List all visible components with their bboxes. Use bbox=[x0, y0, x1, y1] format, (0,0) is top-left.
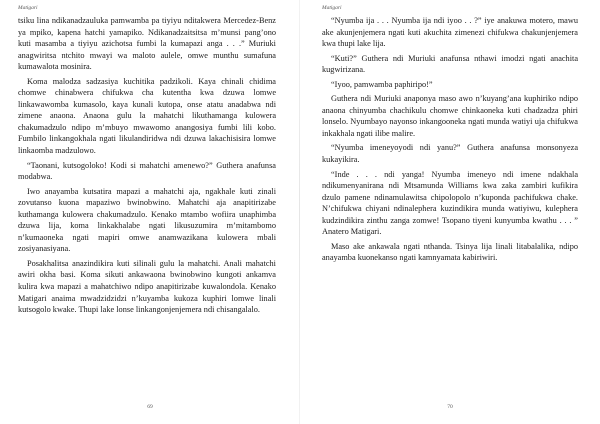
right-page bbox=[300, 0, 600, 424]
paragraph: “Nyumba ija . . . Nyumba ija ndi iyoo . . ?” iye anakuwa moterο, mawu ake akunjenjemera ngati kuti akuchita zimenezi chifukwa chakunjenjemera kwa thupi lake lija. bbox=[322, 16, 578, 49]
paragraph: Iwo anayamba kutsatira mapazi a mahatchi aja, ngakhale kuti zinali zovutanso kuona mapaziwo bwinobwino. Mahatchi aja anapitirizabe kuthamanga kulowera chakumadzulo. Kenako mtambo wofiira unaphimba dzuwa lija, koma linkakhalabe ngati likusuzumira m’mitambomo n’kumaoneka ngati mapiri omwe anamwazikana kulowera mbali zosiyanasiyana. bbox=[18, 186, 276, 254]
paragraph: “Inde . . . ndi yanga! Nyumba imeneyo ndi imene ndakhala ndikumenyanirana ndi Mtsamunda Williams kwa zaka zambiri kufikira dzulo pamene ndinamulawitsa chipolopolo n’kuponda pachifukwa chake. N’chifukwa chiyani ndinalephera kuzindikira munda watiyiwu, kulephera kudzindikira zinthu zanga zomwe! Tsopano tiyeni kunyumba kwathu . . . ” Anatero Matigari. bbox=[322, 169, 578, 237]
paragraph: Guthera ndi Muriuki anaponya maso awo n’kuyang’ana kuphiriko ndipo anaona chinyumba chachikulu chomwe chinkaoneka kuti chadzadza phiri lonselo. Nyumbayo nayonso inkangooneka ngati munda watiyi uja chifukwa inkakhala ngati ilibe malire. bbox=[322, 94, 578, 138]
paragraph: “Taonani, kutsogoloko! Kodi si mahatchi amenewo?” Guthera anafunsa modabwa. bbox=[18, 160, 276, 182]
paragraph: “Nyumba imeneyoyodi ndi yanu?” Guthera anafunsa monsonyeza kukayikira. bbox=[322, 143, 578, 165]
paragraph: tsiku lina ndikanadzauluka pamwamba pa tiyiyu nditakwera Mercedez-Benz ya mpiko, kapena hatchi yamapiko. Ndikanadzaitsitsa m’munsi pang’ono kuti masamba a tiyiyu azichotsa fumbi la kumapazi anga . . .” Muriuki anagwiritsa ntchito mwayi wa maloto aulele, omwe munthu sumafuna kumawalota mosinira. bbox=[18, 16, 276, 72]
paragraph: Posakhalitsa anazindikira kuti silinali gulu la mahatchi. Anali mahatchi awiri okha basi. Koma sikuti ankawaona bwinobwino kungoti ankamva kulira kwa mapazi a mahatchiwo ndipo anapitirizabe kuwalondola. Kenako Matigari anaima mwadzidzidzi n’kuyamba kukoza kuphiri lomwe linali kutsogolo kwake. Thupi lake lonse linkangonjenjemera ndi chisangalalo. bbox=[18, 258, 276, 315]
right-running-head: Matigari bbox=[322, 5, 342, 11]
left-running-head: Matigari bbox=[18, 5, 38, 11]
right-page-number: 70 bbox=[447, 404, 453, 410]
left-page-number: 69 bbox=[147, 404, 153, 410]
right-page-text bbox=[322, 15, 578, 264]
paragraph: Maso ake ankawala ngati nthanda. Tsinya lija linali litabalalika, ndipo anayamba kuonekanso ngati kamnyamata kabiriwiri. bbox=[322, 241, 578, 263]
paragraph: “Iyoo, pamwamba paphiripo!” bbox=[331, 79, 433, 89]
paragraph: Koma malodza sadzasiya kuchitika padzikoli. Kaya chinali chidima chomwe chinabwera chifukwa cha kutentha kwa dzuwa lomwe linkawawomba kumasolo, kaya kunali kutopa, onse atatu anadabwa ndi zimene anaona. Anaona gulu la mahatchi likuthamanga kulowera chakumadzulo ndipo m’mbuyo mwawomo anangosiya fumbi lili kobo. Fumbilo linkangokhala ngati likulandiridwa ndi dzuwa lakachisisira lomwe linkaomba madzulowo. bbox=[18, 76, 276, 156]
paragraph: “Kuti?” Guthera ndi Muriuki anafunsa nthawi imodzi ngati anachita kugwirizana. bbox=[322, 53, 578, 75]
left-page-text bbox=[18, 15, 276, 316]
